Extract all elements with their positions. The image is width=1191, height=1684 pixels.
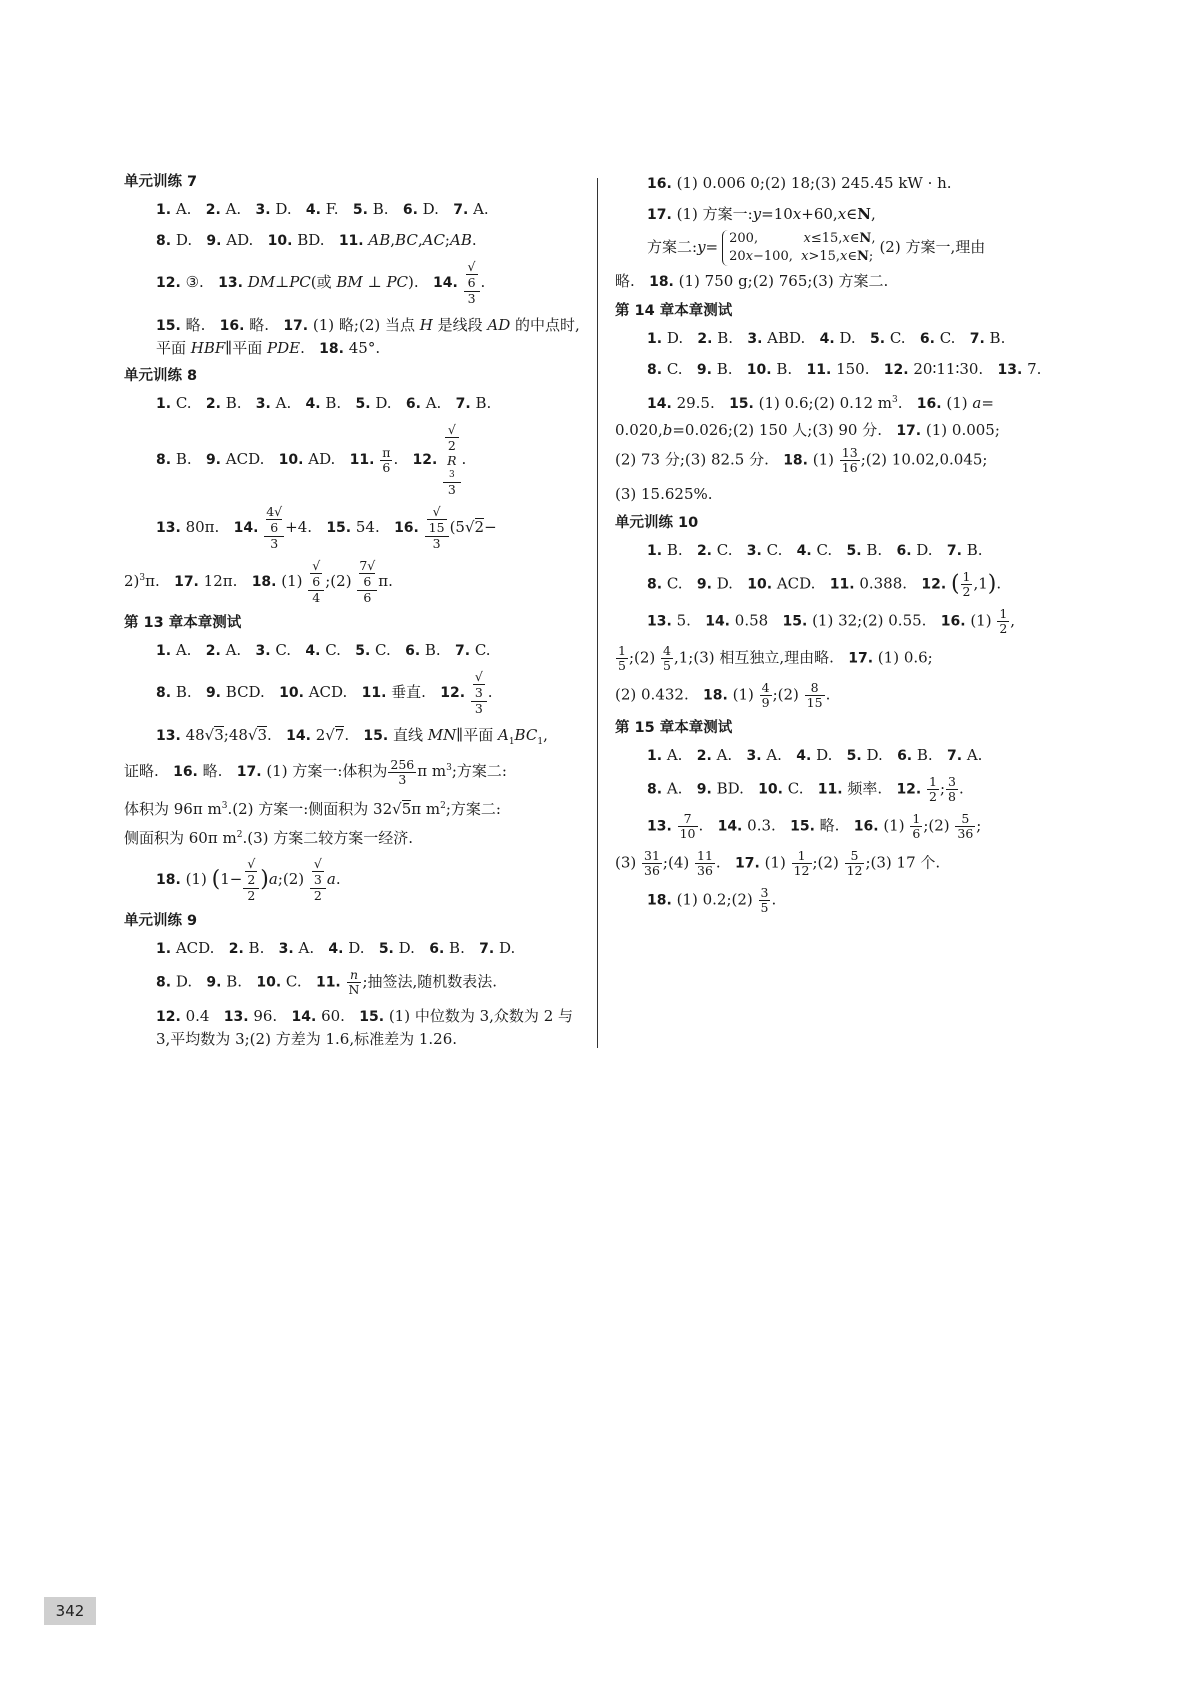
right-column <box>615 172 1079 923</box>
answer-line: 证略. 16. 略. 17. (1) 方案一:体积为 $\frac{256}{3}$ π $m^3$;方案二: <box>124 756 507 787</box>
answer-line: 8. C. 9. B. 10. B. 11. 150. 12. 20∶11∶30. 13. 7. <box>647 360 1042 378</box>
section-title-unit7: 单元训练 7 <box>124 174 198 190</box>
answer-line: (3) 15.625%. <box>615 485 713 503</box>
piecewise-function: 200, x≤15,x∈N, 20x−100, x>15,x∈N; <box>722 230 875 266</box>
answer-line: 1. A. 2. A. 3. A. 4. D. 5. D. 6. B. 7. A. <box>647 746 983 764</box>
answer-line: 8. D. 9. AD. 10. BD. 11. AB,BC,AC;AB. <box>156 231 477 249</box>
section-title-unit10: 单元训练 10 <box>615 515 699 531</box>
answer-line: 8. B. 9. ACD. 10. AD. 11. $\frac{\pi}{6}$ . 12. √ 2 R 3 3 . <box>156 422 467 497</box>
answer-line: 16. (1) 0.006 0;(2) 18;(3) 245.45 kW · h. <box>647 174 952 192</box>
answer-line: 8. B. 9. BCD. 10. ACD. 11. 垂直. 12. √ 3 3 . <box>156 669 493 716</box>
left-column <box>124 172 586 1054</box>
section-title-chapter15: 第 15 章本章测试 <box>615 720 733 736</box>
answer-line: 1. C. 2. B. 3. A. 4. B. 5. D. 6. A. 7. B. <box>156 394 492 412</box>
answer-line: 0.020,b=0.026;(2) 150 人;(3) 90 分. 17. (1) 0.005; <box>615 421 1000 439</box>
answer-line: 17. (1) 方案一:y=10x+60,x∈N, <box>647 205 876 223</box>
answer-line: (3) $\frac{31}{36}$ ;(4) $\frac{11}{36}$ . 17. (1) $\frac{1}{12}$ ;(2) $\frac{5}{12}$ ;(3) 17 个. <box>615 848 941 878</box>
answer-line: 8. A. 9. BD. 10. C. 11. 频率. 12. $\frac{1}{2}$ ; $\frac{3}{8}$ . <box>647 774 964 804</box>
answer-line: 1. B. 2. C. 3. C. 4. C. 5. B. 6. D. 7. B. <box>647 541 983 559</box>
section-title-unit8: 单元训练 8 <box>124 368 198 384</box>
answer-line: 方案二:y= 200, x≤15,x∈N, 20x−100, x>15,x∈N;(2) 方案一,理由 <box>647 231 986 264</box>
answer-line: 略. 18. (1) 750 g;(2) 765;(3) 方案二. <box>615 272 889 290</box>
answer-line: (2) 0.432. 18. (1) $\frac{4}{9}$ ;(2) $\frac{8}{15}$ . <box>615 680 831 710</box>
answer-line: 18. (1) (1− √ 2 2 )a;(2) √ 3 2 a. <box>156 855 341 903</box>
answer-line: 体积为 96π $m^3.(2)$ 方案一:侧面积为 32√5π $m^2$;方案二: <box>124 799 501 818</box>
answer-line: $\frac{1}{5}$ ;(2) $\frac{4}{5}$ ,1;(3) 相互独立,理由略. 17. (1) 0.6; <box>618 643 933 673</box>
answer-line: 1. A. 2. A. 3. D. 4. F. 5. B. 6. D. 7. A. <box>156 200 489 218</box>
answer-line: 15. 略. 16. 略. 17. (1) 略;(2) 当点 H 是线段 AD 的中点时,平面 HBF∥平面 PDE. 18. 45°. <box>156 316 580 357</box>
section-title-unit9: 单元训练 9 <box>124 912 198 929</box>
answer-line: 14. 29.5. 15. (1) 0.6;(2) 0.12 $m^3$. 16. (1) a= <box>647 394 994 412</box>
answer-line: 1. A. 2. A. 3. C. 4. C. 5. C. 6. B. 7. C. <box>156 641 491 659</box>
page-number: 342 <box>44 1597 96 1625</box>
section-title-chapter13: 第 13 章本章测试 <box>124 615 242 631</box>
answer-line: 2)$^3$π. 17. 12π. 18. (1) √ 6 4 ;(2) 7√ 6 6 π. <box>124 558 393 605</box>
fraction: √ 6 3 <box>464 260 480 306</box>
answer-line: 8. D. 9. B. 10. C. 11. $\frac{n}{N}$ ;抽签法,随机数表法. <box>156 966 498 997</box>
answer-line: 13. 5. 14. 0.58 15. (1) 32;(2) 0.55. 16. (1) $\frac{1}{2}$ , <box>647 606 1016 636</box>
answer-line: 13. 80π. 14. 4√ 6 3 +4. 15. 54. 16. √ 15 3 (5√2− <box>156 504 497 551</box>
column-divider <box>597 178 598 1048</box>
answer-line: 12. 0.4 13. 96. 14. 60. 15. (1) 中位数为 3,众数为 2 与 3,平均数为 3;(2) 方差为 1.6,标准差为 1.26. <box>156 1006 574 1048</box>
answer-line: 12. ③. 13. DM⊥PC(或 BM ⊥ PC). 14. √ 6 3 . <box>156 259 486 306</box>
section-title-chapter14: 第 14 章本章测试 <box>615 303 733 319</box>
answer-line: 13. 48√3;48√3. 14. 2√7. 15. 直线 MN∥平面 $A_1BC_1$, <box>156 726 548 747</box>
answer-line: 18. (1) 0.2;(2) $\frac{3}{5}$ . <box>647 885 777 915</box>
answer-line: 13. $\frac{7}{10}$ . 14. 0.3. 15. 略. 16. (1) $\frac{1}{6}$ ;(2) $\frac{5}{36}$ ; <box>647 811 982 841</box>
answer-line: 1. D. 2. B. 3. ABD. 4. D. 5. C. 6. C. 7. B. <box>647 329 1006 347</box>
answer-line: 8. C. 9. D. 10. ACD. 11. 0.388. 12. ( $\frac{1}{2}$ ,1). <box>647 569 1002 599</box>
answer-line: (2) 73 分;(3) 82.5 分. 18. (1) $\frac{13}{16}$ ;(2) 10.02,0.045; <box>615 445 988 475</box>
answer-line: 1. ACD. 2. B. 3. A. 4. D. 5. D. 6. B. 7. D. <box>156 938 516 957</box>
answer-line: 侧面积为 60π $m^2.(3)$ 方案二较方案一经济. <box>124 828 414 847</box>
